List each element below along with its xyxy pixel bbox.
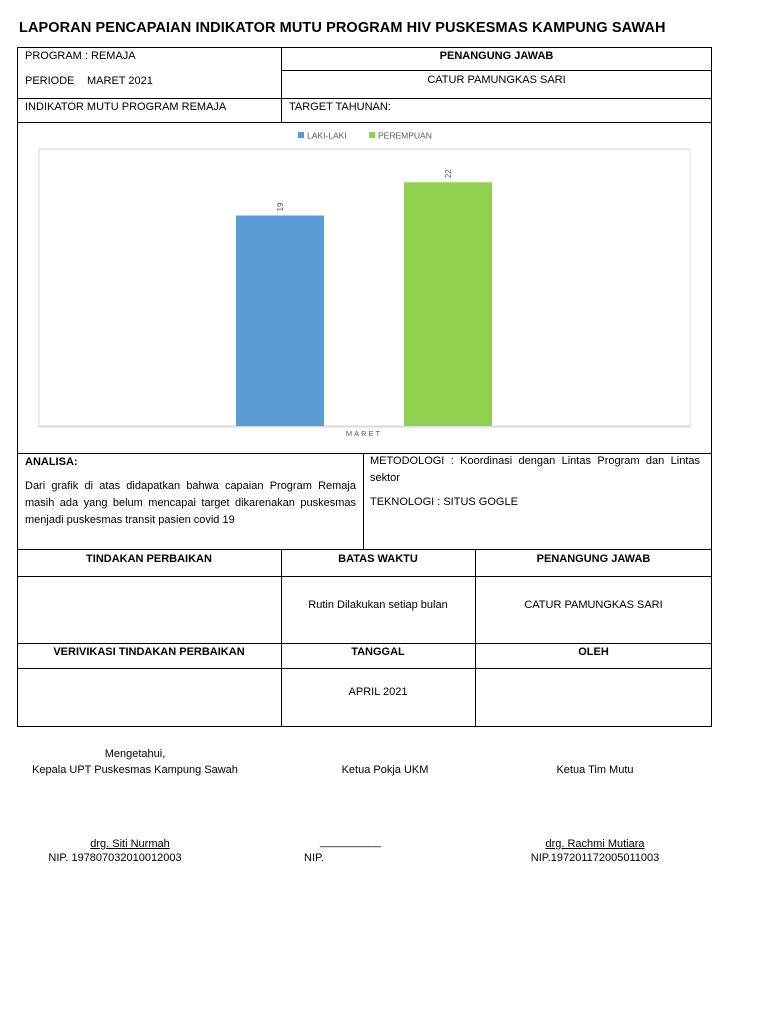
signer-1-nip: NIP. 197807032010012003 (48, 852, 182, 864)
bar-chart (17, 122, 712, 454)
oleh-header: OLEH (578, 646, 609, 658)
plot-area (39, 149, 690, 427)
legend-label-perempuan: PEREMPUAN (378, 130, 432, 141)
ketua-tim-title: Ketua Tim Mutu (556, 764, 634, 776)
ketua-pokja-title: Ketua Pokja UKM (341, 764, 429, 776)
target-label: TARGET TAHUNAN: (289, 101, 391, 113)
program-label: PROGRAM : REMAJA (25, 50, 136, 62)
bar-laki-laki (236, 215, 324, 426)
penanggung-jawab-name: CATUR PAMUNGKAS SARI (427, 74, 566, 86)
legend-label-laki-laki: LAKI-LAKI (307, 130, 347, 141)
signer-3-name: drg. Rachmi Mutiara (545, 838, 645, 850)
tindakan-header: TINDAKAN PERBAIKAN (86, 553, 212, 565)
report-title: LAPORAN PENCAPAIAN INDIKATOR MUTU PROGRAM HIV PUSKESMAS KAMPUNG SAWAH (19, 20, 666, 36)
analisa-text: Dari grafik di atas didapatkan bahwa capaian Program Remaja masih ada yang belum mencapai target dikarenakan puskesmas menjadi puskesmas transit pasien covid 19 (25, 480, 356, 526)
bar-perempuan (404, 182, 492, 426)
periode-label: PERIODE (25, 75, 75, 87)
signer-1-name: drg. Siti Nurmah (90, 838, 170, 850)
indikator-label: INDIKATOR MUTU PROGRAM REMAJA (25, 101, 227, 113)
x-tick-label: MARET (345, 429, 383, 438)
analisa-label: ANALISA: (25, 456, 78, 468)
signer-2-name: __________ (320, 836, 382, 848)
mengetahui-label: Mengetahui, (104, 748, 166, 760)
data-label-perempuan: 22 (444, 169, 453, 179)
penanggung-jawab-header: PENANGUNG JAWAB (536, 553, 651, 565)
kepala-title: Kepala UPT Puskesmas Kampung Sawah (32, 764, 238, 776)
penanggung-jawab-label: PENANGUNG JAWAB (439, 50, 554, 62)
periode-value: MARET 2021 (87, 75, 153, 87)
signer-2-nip: NIP. (304, 852, 324, 864)
verifikasi-header: VERIVIKASI TINDAKAN PERBAIKAN (53, 646, 245, 658)
tanggal-header: TANGGAL (351, 646, 405, 658)
signer-3-nip: NIP.197201172005011003 (530, 852, 660, 864)
metodologi-text: METODOLOGI : Koordinasi dengan Lintas Program dan Lintas sektor (370, 455, 700, 484)
batas-waktu-value: Rutin Dilakukan setiap bulan (308, 599, 448, 611)
penanggung-jawab-value: CATUR PAMUNGKAS SARI (524, 599, 663, 611)
legend-swatch-perempuan (369, 132, 375, 138)
tanggal-value: APRIL 2021 (348, 686, 408, 698)
legend-swatch-laki-laki (298, 132, 304, 138)
batas-waktu-header: BATAS WAKTU (338, 553, 418, 565)
data-label-laki-laki: 19 (276, 202, 285, 212)
teknologi-text: TEKNOLOGI : SITUS GOGLE (370, 496, 518, 508)
